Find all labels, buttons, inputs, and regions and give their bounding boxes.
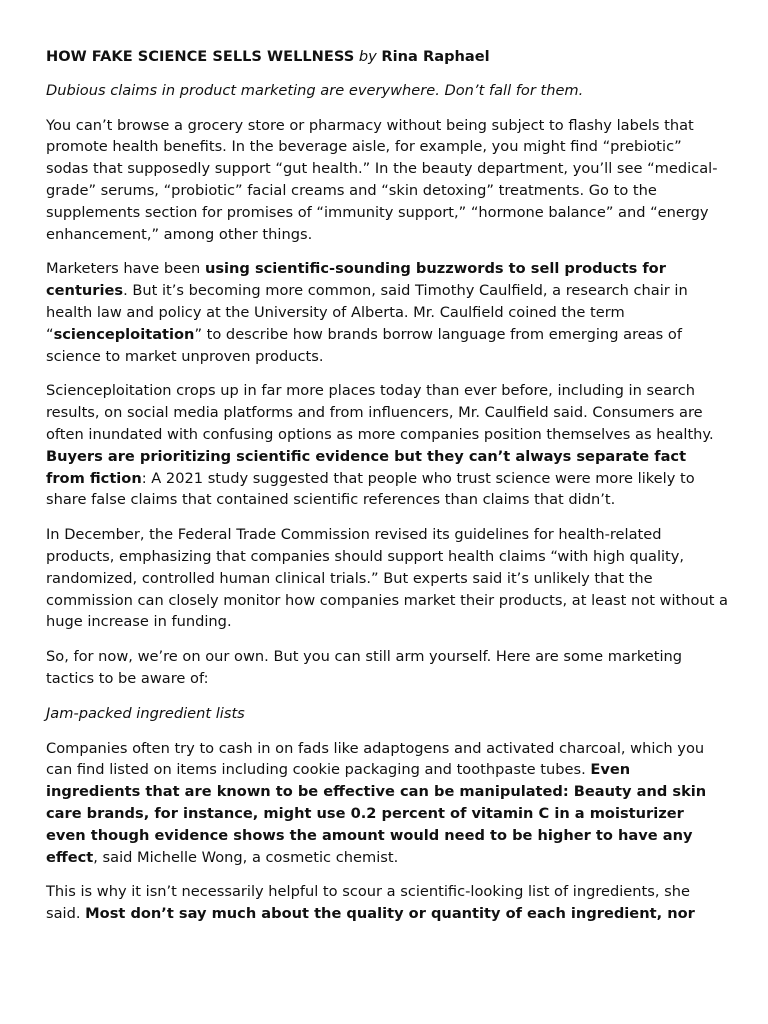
paragraph-7-bold-1: Most don’t say much about the quality or quantity of each ingredient, nor [85, 905, 695, 923]
paragraph-2-text-c: . But it’s becoming more common, said Timothy Caulfield, a research chair in health law and policy at the University of Alberta. Mr. Caulfield coined the term “ [46, 282, 688, 343]
paragraph-3-text-c: : A 2021 study suggested that people who trust science were more likely to share false claims that contained scientific references than claims that didn’t. [46, 469, 695, 509]
paragraph-1: You can’t browse a grocery store or pharmacy without being subject to flashy labels that promote health benefits. In the beverage aisle, for example, you might find “prebiotic” sodas that supposedly support “gut health.” In the beauty department, you’ll see “medical-grade” serums, “probiotic” facial creams and “skin detoxing” treatments. Go to the supplements section for promises of “immunity support,” “hormone balance” and “energy enhancement,” among other things. [46, 116, 718, 243]
paragraph-4: In December, the Federal Trade Commission revised its guidelines for health-related products, emphasizing that companies should support health claims “with high quality, randomized, controlled human clinical trials.” But experts said it’s unlikely that the commission can closely monitor how companies market their products, at least not without a huge increase in funding. [46, 526, 728, 631]
paragraph-6-text-c: , said Michelle Wong, a cosmetic chemist. [93, 848, 399, 866]
paragraph-6 [46, 738, 728, 869]
byline-by: by [358, 48, 377, 65]
byline-author: Rina Raphael [381, 48, 490, 65]
paragraph-6-text-a: Companies often try to cash in on fads like adaptogens and activated charcoal, which you can find listed on items including cookie packaging and toothpaste tubes. [46, 739, 705, 779]
paragraph-3-bold-1: Buyers are prioritizing scientific evidence but they can’t always separate fact from fiction [46, 447, 687, 487]
section-subhead: Jam-packed ingredient lists [46, 704, 245, 722]
paragraph-2-bold-1: using scientific-sounding buzzwords to sell products for centuries [46, 260, 666, 300]
paragraph-2-text-d: ” to describe how brands borrow language from emerging areas of science to market unproven products. [46, 325, 682, 365]
paragraph-7 [46, 881, 728, 925]
paragraph-2-text-a: Marketers have been [46, 260, 205, 278]
paragraph-5: So, for now, we’re on our own. But you can still arm yourself. Here are some marketing tactics to be aware of: [46, 648, 683, 687]
article-title-line [46, 46, 728, 68]
paragraph-2-bold-2: scienceploitation [53, 325, 195, 343]
paragraph-3-text-a: Scienceploitation crops up in far more places today than ever before, including in search results, on social media platforms and from influencers, Mr. Caulfield said. Consumers are often inundated with confusing options as more companies position themselves as healthy. [46, 382, 714, 443]
paragraph-7-text-a: This is why it isn’t necessarily helpful to scour a scientific-looking list of ingredients, she said. [46, 883, 690, 923]
article-title: HOW FAKE SCIENCE SELLS WELLNESS [46, 48, 355, 65]
paragraph-3 [46, 380, 728, 511]
paragraph-6-bold-1: Even ingredients that are known to be effective can be manipulated: Beauty and skin care brands, for instance, might use 0.2 percent of vitamin C in a moisturizer even though evidence shows the amount would need to be higher to have any effect [46, 761, 707, 866]
article-dek: Dubious claims in product marketing are everywhere. Don’t fall for them. [46, 81, 584, 99]
paragraph-2 [46, 258, 728, 367]
